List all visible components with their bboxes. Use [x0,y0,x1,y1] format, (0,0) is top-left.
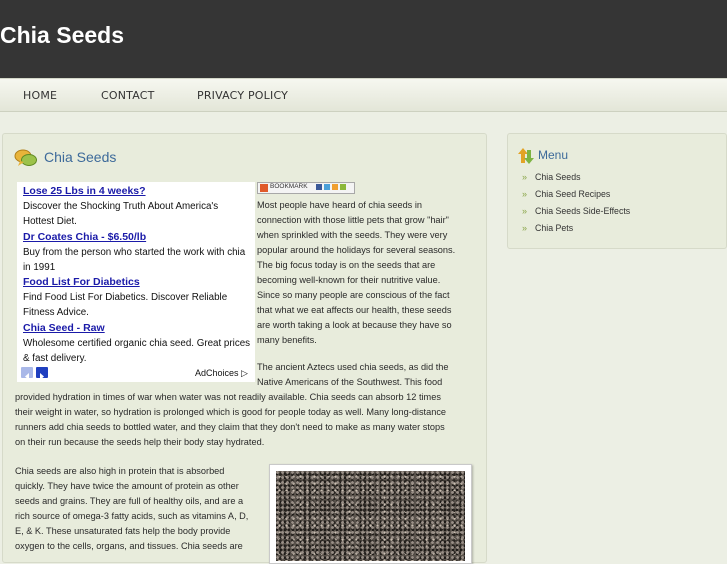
main-nav [0,78,727,112]
nav-item-privacy-policy[interactable]: PRIVACY POLICY [197,89,289,102]
site-title-link[interactable]: Chia Seeds [0,22,124,48]
chia-seeds-photo [269,464,472,564]
ad-description: Discover the Shocking Truth About America's Hottest Diet. [23,201,219,227]
bullet-icon: » [522,189,528,199]
ad-description: Find Food List For Diabetics. Discover Reliable Fitness Advice. [23,292,228,318]
paragraph: Chia seeds are also high in protein that is absorbed quickly. They have twice the amount of protein as other seeds and grains. They are full of healthy oils, and are a rich source of omega-3 fatty acids, such as vitamins A, D, E, & K. These unsaturated fats help the body provide oxygen to the cells, organs, and tissues. Chia seeds are [15,466,249,551]
arrows-icon [518,147,534,165]
arrow-right-icon [36,371,48,382]
paragraph: Most people have heard of chia seeds in connection with those little pets that grow "hair" when sprinkled with the seeds. They were very popular around the holidays for several seasons. The big focus today is on the seeds that are becoming well-known for their nutritive value. Since so many people are conscious of the fact that what we eat affects our health, these seeds are worth taking a look at because they have so many benefits. [257,200,456,345]
bullet-icon: » [522,206,528,216]
paragraph: The ancient Aztecs used chia seeds, as did the Native Americans of the Southwest. This food [257,362,449,387]
share-icon [324,184,330,190]
bullet-icon: » [522,172,528,182]
ad-description: Buy from the person who started the work with chia in 1991 [23,247,246,273]
bookmark-label: BOOKMARK [270,183,308,190]
paragraph: provided hydration in times of war when water was not readily available. Chia seeds can absorb 12 times their weight in water, so hydration is prolonged which is good for people today as well. Many long-distance runners add chia seeds to bottled water, and they claim that they don't need to make as many water stops on their run because the seeds help their body stay hydrated. [15,392,447,447]
sidebar-heading: Menu [538,148,569,162]
share-icon [332,184,338,190]
sidebar-item-label: Chia Seed Recipes [535,189,611,199]
share-icon [340,184,346,190]
nav-item-home[interactable]: HOME [23,89,58,102]
page-title: Chia Seeds [44,149,117,165]
sidebar-item-label: Chia Seeds [535,172,581,182]
nav-item-contact[interactable]: CONTACT [101,89,155,102]
bookmark-button[interactable] [257,182,355,194]
ad-link[interactable]: Chia Seed - Raw [23,322,105,334]
plus-icon [260,184,268,192]
site-header [0,0,727,78]
adchoices-icon: ▷ [241,368,248,378]
sidebar-item-label: Chia Seeds Side-Effects [535,206,631,216]
seeds-texture [276,471,465,561]
bullet-icon: » [522,223,528,233]
speech-bubbles-icon [14,149,38,167]
adchoices-label: AdChoices [195,368,239,378]
ad-link[interactable]: Lose 25 Lbs in 4 weeks? [23,185,146,197]
arrow-left-icon [21,371,33,382]
ad-link[interactable]: Food List For Diabetics [23,276,140,288]
adchoices-link[interactable] [195,368,248,379]
sidebar-item-label: Chia Pets [535,223,574,233]
ad-block [17,182,255,382]
ad-description: Wholesome certified organic chia seed. Great prices & fast delivery. [23,338,251,364]
sidebar [507,133,727,249]
ad-next-button[interactable] [36,367,48,378]
main-content [2,133,487,563]
ad-link[interactable]: Dr Coates Chia - $6.50/lb [23,231,147,243]
ad-prev-button[interactable] [21,367,33,378]
share-icon [316,184,322,190]
